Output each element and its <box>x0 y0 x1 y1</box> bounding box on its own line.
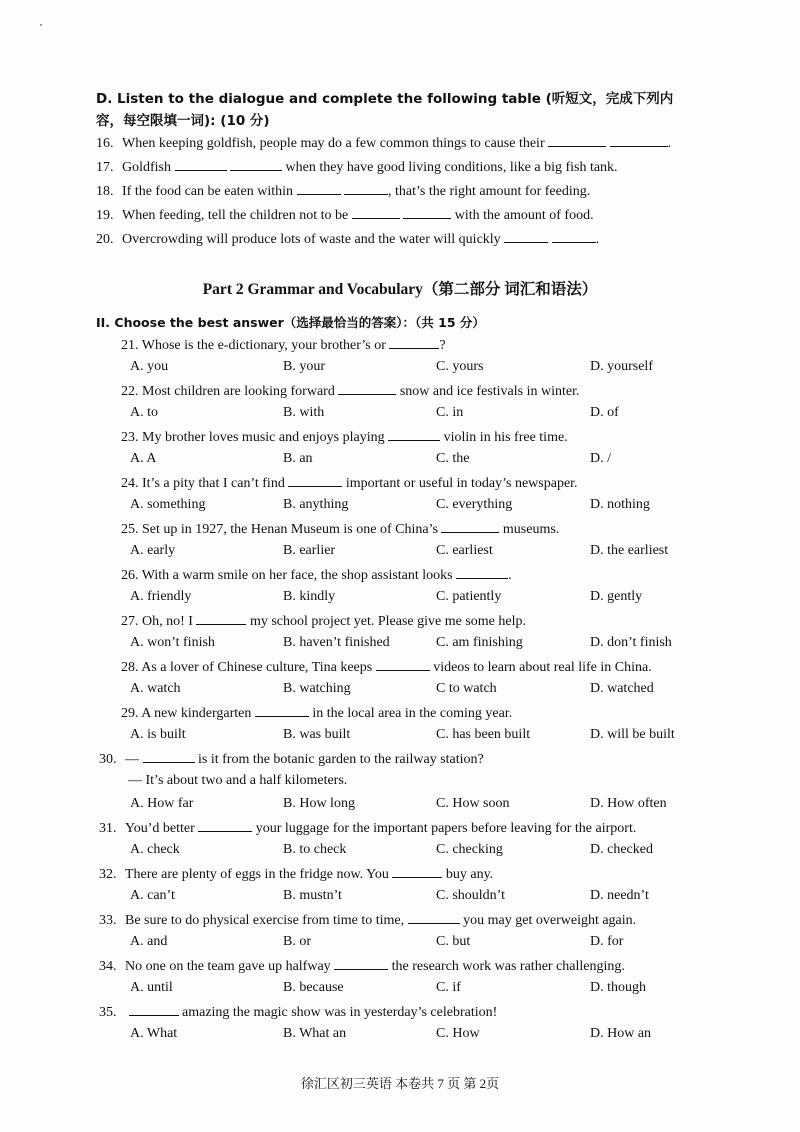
question-text: You’d better <box>125 821 195 836</box>
question-text: It’s a pity that I can’t find <box>142 476 285 491</box>
option-c[interactable]: C. earliest <box>436 543 493 558</box>
question-text: Most children are looking forward <box>142 384 335 399</box>
question-text: A new kindergarten <box>141 706 252 721</box>
section-d-heading: D. Listen to the dialogue and complete the following table (听短文，完成下列内容，每空限填一词): (10 分) <box>96 91 674 129</box>
option-b[interactable]: B. or <box>283 934 311 949</box>
answer-blank[interactable] <box>288 474 342 487</box>
question-stem <box>121 520 559 538</box>
question-text: my school project yet. Please give me some help. <box>249 614 526 629</box>
dialogue-reply: — It’s about two and a half kilometers. <box>128 773 348 788</box>
option-a[interactable]: A. watch <box>130 681 181 696</box>
answer-blank[interactable] <box>441 520 499 533</box>
option-c[interactable]: C. if <box>436 980 461 995</box>
option-b[interactable]: B. haven’t finished <box>283 635 390 650</box>
answer-blank[interactable] <box>352 206 400 219</box>
question-number: 35. <box>99 1005 117 1020</box>
question-text: your luggage for the important papers before leaving for the airport. <box>255 821 637 836</box>
question-text: amazing the magic show was in yesterday’s celebration! <box>182 1005 498 1020</box>
question-19: 19. When feeding, tell the children not to be with the amount of food. <box>96 208 594 223</box>
option-b[interactable]: B. watching <box>283 681 351 696</box>
answer-blank[interactable] <box>344 182 388 195</box>
question-text: ? <box>439 338 446 353</box>
answer-blank[interactable] <box>338 382 396 395</box>
answer-blank[interactable] <box>389 336 439 349</box>
option-b[interactable]: B. anything <box>283 497 349 512</box>
option-a[interactable]: A. How far <box>130 796 194 811</box>
question-text: — <box>125 752 139 767</box>
answer-blank[interactable] <box>548 134 606 147</box>
question-text: Whose is the e-dictionary, your brother’s or <box>141 338 386 353</box>
question-number: 25. <box>121 522 139 537</box>
question-stem <box>99 957 625 975</box>
answer-blank[interactable] <box>610 134 668 147</box>
option-a[interactable]: A. friendly <box>130 589 192 604</box>
question-text: As a lover of Chinese culture, Tina keeps <box>141 660 373 675</box>
option-c[interactable]: C. everything <box>436 497 513 512</box>
question-number: 29. <box>121 706 139 721</box>
question-text: museums. <box>502 522 560 537</box>
question-number: 31. <box>99 821 117 836</box>
question-stem <box>121 336 446 354</box>
option-a[interactable]: A. you <box>130 359 169 374</box>
option-d[interactable]: D. of <box>590 405 619 420</box>
option-d[interactable]: D. watched <box>590 681 654 696</box>
question-text: snow and ice festivals in winter. <box>399 384 580 399</box>
option-c[interactable]: C. in <box>436 405 464 420</box>
question-17: 17. Goldfish when they have good living conditions, like a big fish tank. <box>96 160 618 175</box>
answer-blank[interactable] <box>334 957 388 970</box>
question-number: 32. <box>99 867 117 882</box>
question-stem <box>99 865 493 883</box>
answer-blank[interactable] <box>198 819 252 832</box>
option-c[interactable]: C to watch <box>436 681 497 696</box>
option-c[interactable]: C. How soon <box>436 796 510 811</box>
answer-blank[interactable] <box>143 750 195 763</box>
option-b[interactable]: B. What an <box>283 1026 347 1041</box>
option-d[interactable]: D. don’t finish <box>590 635 672 650</box>
question-number: 24. <box>121 476 139 491</box>
option-b[interactable]: B. your <box>283 359 325 374</box>
answer-blank[interactable] <box>376 658 430 671</box>
option-b[interactable]: B. How long <box>283 796 355 811</box>
question-number: 21. <box>121 338 139 353</box>
page-footer: 徐汇区初三英语 本卷共 7 页 第 2页 <box>300 1076 500 1091</box>
option-d[interactable]: D. the earliest <box>590 543 669 558</box>
answer-blank[interactable] <box>196 612 246 625</box>
option-c[interactable]: C. am finishing <box>436 635 523 650</box>
question-number: 26. <box>121 568 139 583</box>
answer-blank[interactable] <box>552 230 596 243</box>
question-number: 22. <box>121 384 139 399</box>
question-stem <box>99 911 636 929</box>
answer-blank[interactable] <box>408 911 460 924</box>
answer-blank[interactable] <box>392 865 442 878</box>
option-a[interactable]: A. A <box>130 451 157 466</box>
answer-blank[interactable] <box>403 206 451 219</box>
option-b[interactable]: B. earlier <box>283 543 336 558</box>
option-d[interactable]: D. How an <box>590 1026 652 1041</box>
option-c[interactable]: C. checking <box>436 842 503 857</box>
option-b[interactable]: B. with <box>283 405 325 420</box>
question-stem <box>121 474 578 492</box>
question-number: 30. <box>99 752 117 767</box>
option-b[interactable]: B. an <box>283 451 313 466</box>
option-d[interactable]: D. checked <box>590 842 653 857</box>
option-d[interactable]: D. gently <box>590 589 643 604</box>
question-text: in the local area in the coming year. <box>312 706 513 721</box>
option-c[interactable]: C. patiently <box>436 589 502 604</box>
option-d[interactable]: D. / <box>590 451 611 466</box>
question-stem <box>99 750 484 768</box>
answer-blank[interactable] <box>297 182 341 195</box>
option-d[interactable]: D. though <box>590 980 646 995</box>
option-a[interactable]: A. until <box>130 980 173 995</box>
answer-blank[interactable] <box>230 158 282 171</box>
question-stem <box>121 566 512 584</box>
option-a[interactable]: A. can’t <box>130 888 175 903</box>
question-16: 16. When keeping goldfish, people may do a few common things to cause their . <box>96 136 672 151</box>
answer-blank[interactable] <box>175 158 227 171</box>
option-d[interactable]: D. needn’t <box>590 888 649 903</box>
option-c[interactable]: C. has been built <box>436 727 531 742</box>
question-text: buy any. <box>445 867 494 882</box>
question-text: Set up in 1927, the Henan Museum is one of China’s <box>142 522 438 537</box>
option-b[interactable]: B. was built <box>283 727 351 742</box>
option-c[interactable]: C. shouldn’t <box>436 888 505 903</box>
question-stem <box>121 428 568 446</box>
option-a[interactable]: A. something <box>130 497 206 512</box>
question-text: Oh, no! I <box>142 614 193 629</box>
option-c[interactable]: C. but <box>436 934 471 949</box>
question-number: 33. <box>99 913 117 928</box>
option-d[interactable]: D. for <box>590 934 624 949</box>
question-stem <box>121 382 579 400</box>
option-a[interactable]: A. is built <box>130 727 186 742</box>
question-text: videos to learn about real life in China. <box>433 660 652 675</box>
option-b[interactable]: B. because <box>283 980 344 995</box>
option-d[interactable]: D. How often <box>590 796 667 811</box>
question-stem <box>121 612 526 630</box>
question-text: My brother loves music and enjoys playing <box>142 430 385 445</box>
answer-blank[interactable] <box>388 428 440 441</box>
option-a[interactable]: A. early <box>130 543 176 558</box>
question-text: important or useful in today’s newspaper. <box>345 476 578 491</box>
option-a[interactable]: A. What <box>130 1026 178 1041</box>
option-d[interactable]: D. yourself <box>590 359 653 374</box>
answer-blank[interactable] <box>255 704 309 717</box>
question-number: 27. <box>121 614 139 629</box>
answer-blank[interactable] <box>504 230 548 243</box>
question-text: violin in his free time. <box>443 430 568 445</box>
question-stem <box>99 819 636 837</box>
option-c[interactable]: C. the <box>436 451 470 466</box>
answer-blank[interactable] <box>456 566 508 579</box>
question-number: 23. <box>121 430 139 445</box>
option-b[interactable]: B. mustn’t <box>283 888 342 903</box>
part-2-title: Part 2 Grammar and Vocabulary（第二部分 词汇和语法） <box>202 281 598 298</box>
question-text: is it from the botanic garden to the railway station? <box>198 752 484 767</box>
question-text: Be sure to do physical exercise from time to time, <box>125 913 405 928</box>
question-text: the research work was rather challenging. <box>391 959 625 974</box>
question-text: . <box>508 568 512 583</box>
option-a[interactable]: A. check <box>130 842 180 857</box>
question-stem <box>121 704 512 722</box>
question-stem <box>121 658 652 676</box>
option-d[interactable]: D. will be built <box>590 727 675 742</box>
question-18: 18. If the food can be eaten within , that’s the right amount for feeding. <box>96 184 591 199</box>
question-number: 28. <box>121 660 139 675</box>
question-20: 20. Overcrowding will produce lots of waste and the water will quickly . <box>96 232 600 247</box>
question-text: you may get overweight again. <box>463 913 637 928</box>
question-stem <box>99 1003 497 1021</box>
answer-blank[interactable] <box>129 1003 179 1016</box>
question-text: With a warm smile on her face, the shop assistant looks <box>141 568 453 583</box>
option-d[interactable]: D. nothing <box>590 497 650 512</box>
option-c[interactable]: C. yours <box>436 359 484 374</box>
scan-mark <box>40 24 42 26</box>
option-a[interactable]: A. and <box>130 934 168 949</box>
option-c[interactable]: C. How <box>436 1026 480 1041</box>
option-a[interactable]: A. to <box>130 405 158 420</box>
question-number: 34. <box>99 959 117 974</box>
option-a[interactable]: A. won’t finish <box>130 635 215 650</box>
question-text: No one on the team gave up halfway <box>125 959 331 974</box>
question-text: There are plenty of eggs in the fridge now. You <box>125 867 389 882</box>
option-b[interactable]: B. to check <box>283 842 347 857</box>
option-b[interactable]: B. kindly <box>283 589 336 604</box>
section-ii-heading: II. Choose the best answer（选择最恰当的答案）：（共 15 分） <box>96 315 485 330</box>
